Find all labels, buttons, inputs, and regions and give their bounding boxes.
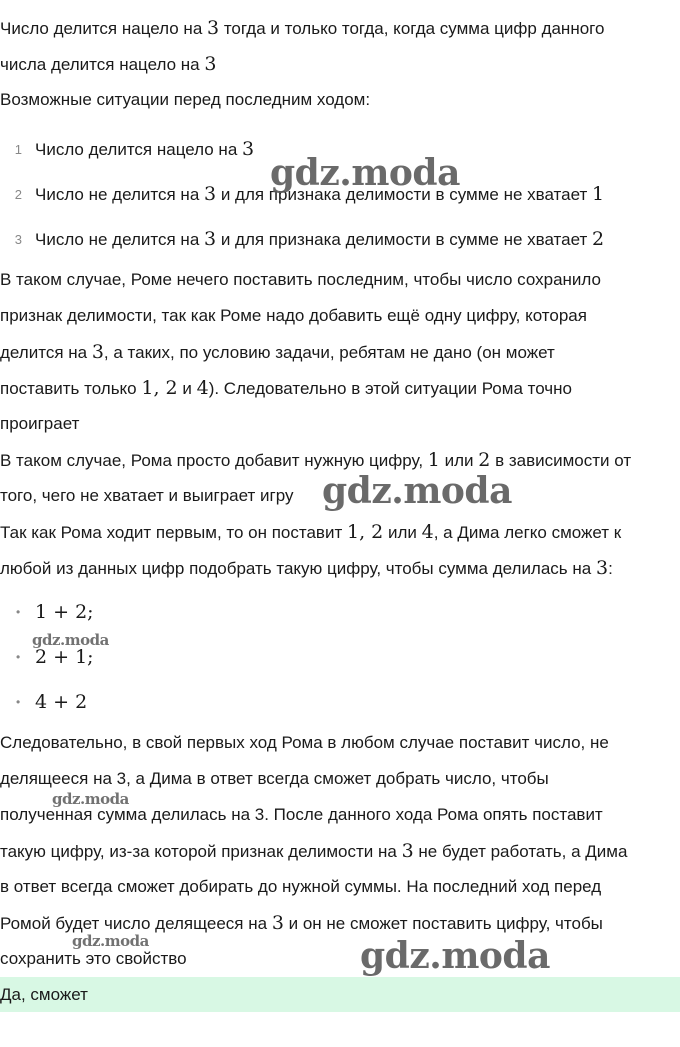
text-run: и [177,379,197,398]
text-run: и он не сможет поставить цифру, чтобы [283,914,603,933]
bullet-icon: • [16,605,21,619]
text-run: и для признака делимости в сумме не хватает [216,185,593,204]
text-run: , а Дима легко сможет к [433,523,622,542]
text-line [0,334,680,370]
text-run: того, чего не хватает и выиграет игру [0,486,294,505]
math-expression: 4 + 2 [35,691,88,713]
text-run: полученная сумма делилась на 3. После данного хода Рома опять поставит [0,805,603,824]
list-item [0,680,680,725]
list-item-text [35,127,254,172]
text-line [0,833,680,869]
math-expression: 2 + 1; [35,646,94,668]
text-run: или [383,523,422,542]
list-item-text [35,590,94,635]
text-run: Следовательно, в свой первых ход Рома в любом случае поставит число, не [0,733,609,752]
math-expression: 4 [196,377,209,399]
math-expression: 2 [478,449,491,471]
text-line [0,725,680,761]
text-run: проиграет [0,414,80,433]
list-item-text [35,217,604,262]
text-run: Число не делится на [35,230,204,249]
list-item-text [35,680,87,725]
math-expression: 3 [271,912,284,934]
text-line [0,370,680,406]
text-run: любой из данных цифр подобрать такую цифру, чтобы сумма делилась на [0,559,596,578]
watermark: gdz.moda [52,790,129,808]
math-expression: 3 [595,557,609,579]
text-run: в зависимости от [490,451,632,470]
text-run: в ответ всегда сможет добирать до нужной суммы. На последний ход перед [0,877,602,896]
sums-list [0,590,680,725]
math-expression: 3 [91,341,104,363]
math-expression: 3 [204,183,217,205]
watermark: gdz.moda [360,935,550,977]
math-expression: 3 [204,228,217,250]
text-line [0,82,680,118]
text-run: ). Следовательно в этой ситуации Рома точно [208,379,572,398]
text-run: Возможные ситуации перед последним ходом: [0,90,371,109]
intro-paragraphs [0,10,680,118]
list-item [0,590,680,635]
math-expression: 1 [427,449,440,471]
watermark: gdz.moda [32,631,109,649]
watermark: gdz.moda [72,932,149,950]
text-line [0,869,680,905]
text-line [0,406,680,442]
math-expression: 1, 2 [141,377,178,399]
text-run: , а таких, по условию задачи, ребятам не дано (он может [103,343,555,362]
text-run: Число не делится на [35,185,204,204]
watermark: gdz.moda [270,152,460,194]
text-run: тогда и только тогда, когда сумма цифр данного [219,19,605,38]
list-item [0,217,680,262]
text-line [0,262,680,298]
text-run: Ромой будет число делящееся на [0,914,272,933]
math-expression: 1 [592,183,605,205]
text-run: или [439,451,479,470]
text-run: В таком случае, Рома просто добавит нужную цифру, [0,451,428,470]
math-expression: 1, 2 [346,521,384,543]
text-run: признак делимости, так как Роме надо добавить ещё одну цифру, которая [0,306,587,325]
text-run: Число делится нацело на [0,19,207,38]
list-number: 3 [14,232,22,247]
bullet-icon: • [16,695,21,709]
text-run: не будет работать, а Дима [413,842,628,861]
text-run: Так как Рома ходит первым, то он поставит [0,523,347,542]
list-number: 1 [14,142,22,157]
text-run: и для признака делимости в сумме не хватает [216,230,593,249]
text-run: такую цифру, из-за которой признак делимости на [0,842,402,861]
cases-list [0,127,680,262]
text-run: делится на [0,343,92,362]
text-run: В таком случае, Роме нечего поставить последним, чтобы число сохранило [0,270,601,289]
text-line [0,550,680,586]
math-expression: 2 [592,228,605,250]
bullet-icon: • [16,650,21,664]
text-line [0,514,680,550]
watermark: gdz.moda [322,470,512,512]
list-number: 2 [14,187,22,202]
text-run: делящееся на 3, а Дима в ответ всегда сможет добрать число, чтобы [0,769,549,788]
text-run: : [608,559,613,578]
text-line [0,10,680,46]
answer-banner: Да, сможет [0,977,680,1012]
text-run: Число делится нацело на [35,140,242,159]
text-line [0,46,680,82]
math-expression: 3 [401,840,414,862]
text-run: числа делится нацело на [0,55,205,74]
math-expression: 1 + 2; [35,601,94,623]
text-run: поставить только [0,379,142,398]
math-expression: 3 [242,138,255,160]
math-expression: 3 [204,53,217,75]
analysis-paragraphs [0,262,680,586]
text-line [0,298,680,334]
math-expression: 3 [207,17,220,39]
text-run: сохранить это свойство [0,949,187,968]
math-expression: 4 [421,521,434,543]
